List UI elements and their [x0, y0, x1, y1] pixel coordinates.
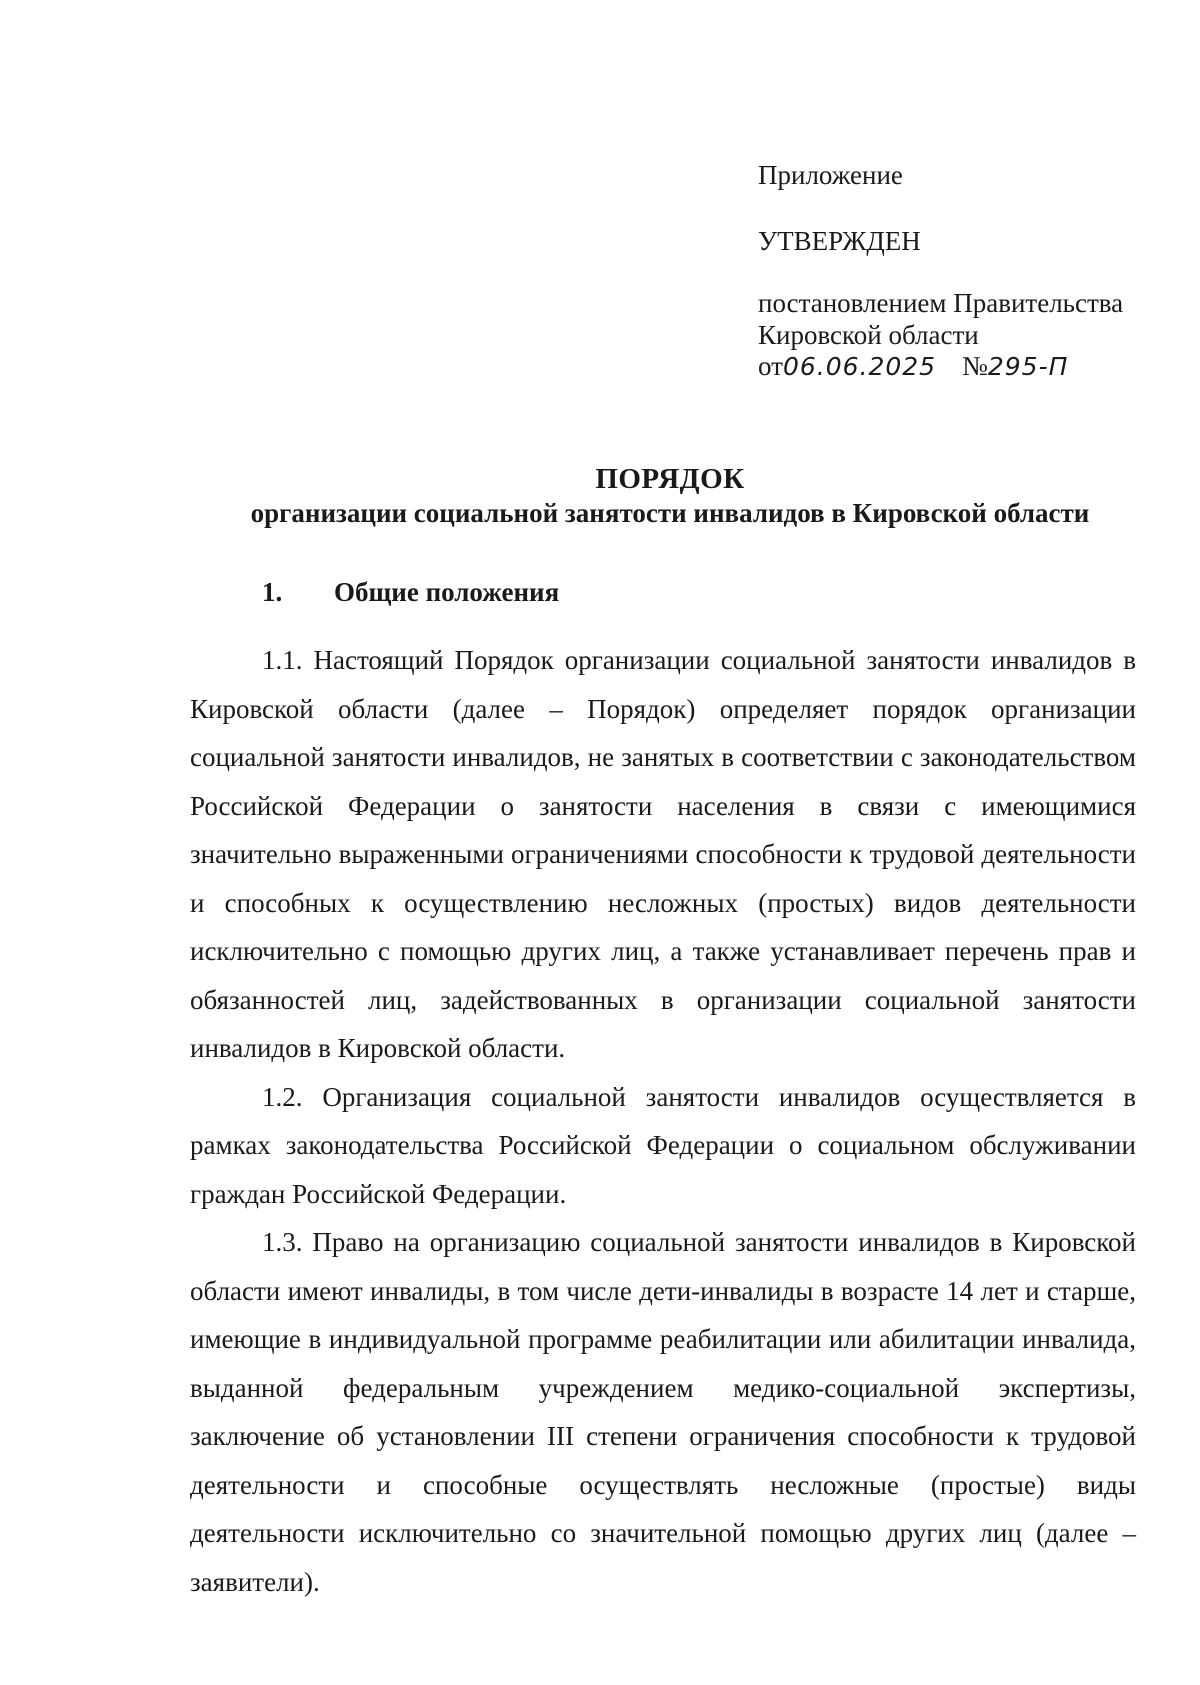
approved-label: УТВЕРЖДЕН [758, 225, 921, 256]
handwritten-date: 06.06.2025 [782, 352, 937, 382]
section-title: Общие положения [334, 577, 560, 607]
document-title-block [190, 462, 1150, 531]
document-subtitle: организации социальной занятости инвалидов в Кировской области [250, 497, 1090, 528]
appendix-label: Приложение [758, 160, 903, 190]
approval-block [758, 160, 1158, 383]
decree-line-1: постановлением Правительства [758, 287, 1124, 318]
paragraph-1-3: 1.3. Право на организацию социальной занятости инвалидов в Кировской области имеют инвалиды, в том числе дети-инвалиды в возрасте 14 лет и старше, имеющие в индивидуальной программе реабилитации или абилитации инвалида, выданной федеральным учреждением медико-социальной экспертизы, заключение об установлении III степени ограничения способности к трудовой деятельности и способные осуществлять несложные (простые) виды деятельности исключительно со значительной помощью других лиц (далее – заявители). [190, 1227, 1136, 1597]
paragraph-1-2: 1.2. Организация социальной занятости инвалидов осуществляется в рамках законодательства Российской Федерации о социальном обслуживании граждан Российской Федерации. [190, 1081, 1136, 1209]
body-text [190, 636, 1136, 1606]
paragraph-1-1: 1.1. Настоящий Порядок организации социальной занятости инвалидов в Кировской области (далее – Порядок) определяет порядок организации социальной занятости инвалидов, не занятых в соответствии с законодательством Российской Федерации о занятости населения в связи с имеющимися значительно выраженными ограничениями способности к трудовой деятельности и способных к осуществлению несложных (простых) видов деятельности исключительно с помощью других лиц, а также устанавливает перечень прав и обязанностей лиц, задействованных в организации социальной занятости инвалидов в Кировской области. [190, 645, 1136, 1063]
decree-date-line [758, 351, 1158, 383]
handwritten-number: 295-П [987, 352, 1069, 382]
document-title: ПОРЯДОК [595, 463, 745, 495]
date-prefix: от [758, 351, 783, 382]
number-prefix: № [962, 351, 988, 382]
decree-line-2: Кировской области [758, 319, 979, 350]
section-heading [262, 577, 559, 608]
section-number: 1. [262, 577, 283, 607]
